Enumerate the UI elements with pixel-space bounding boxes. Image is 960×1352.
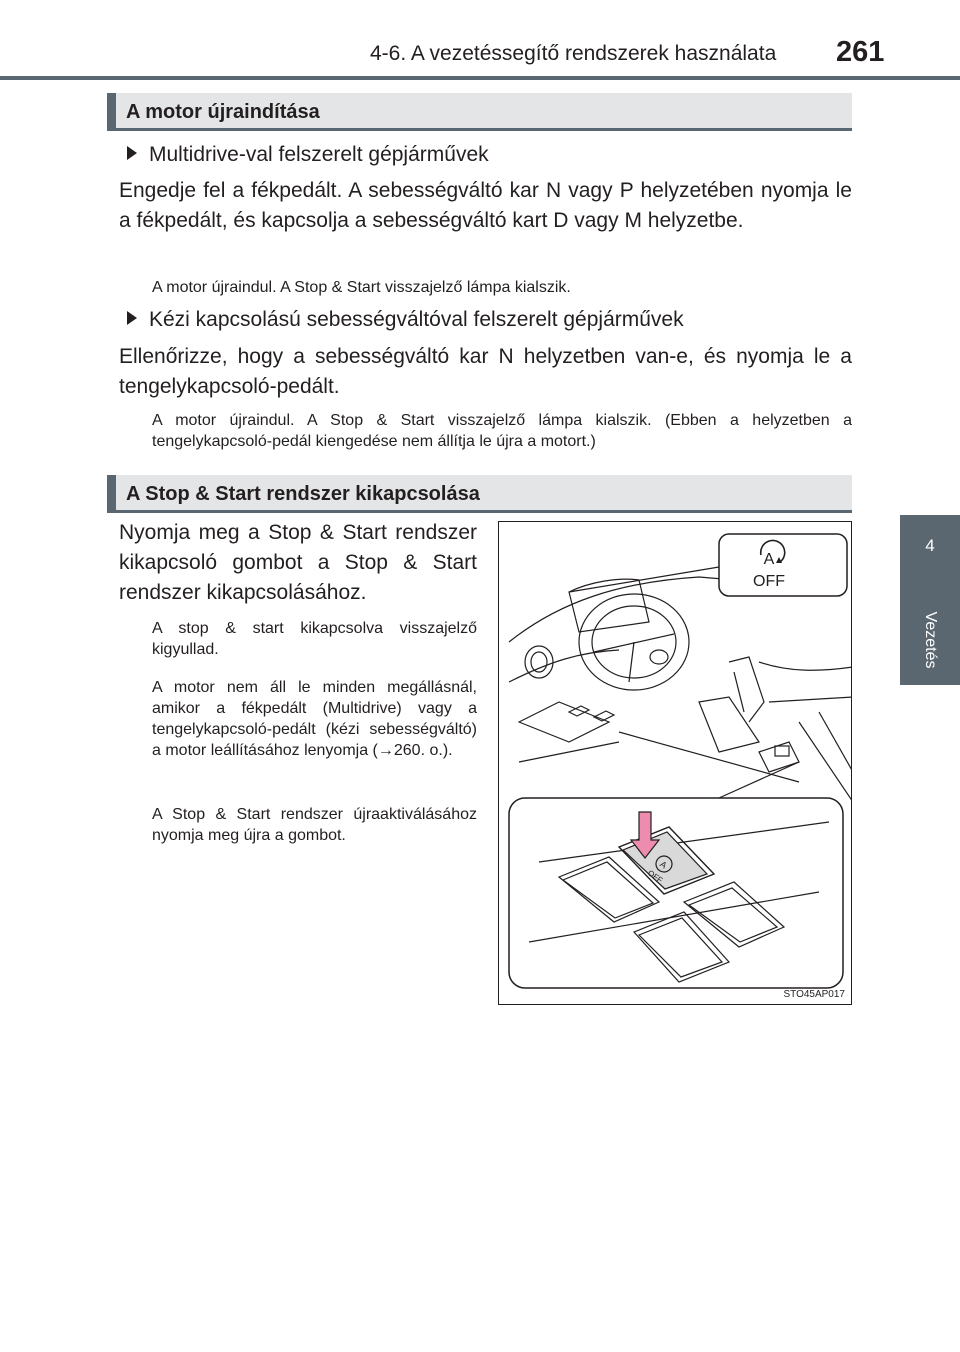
small-icon-letter: A (658, 858, 669, 871)
note-text: A motor nem áll le minden megállásnál, amikor a fékpedált (Multidrive) vagy a tengelykapcsoló-pedált (kézi sebességváltó) a motor leállításához lenyomja (→260. o.). (152, 679, 477, 759)
chapter-number: 4 (925, 536, 935, 555)
body-paragraph: Engedje fel a fékpedált. A sebességváltó kar N vagy P helyzetében nyomja le a fékpedált, és kapcsolja a sebességváltó kart D vagy M helyzetbe. (119, 179, 852, 232)
dashboard-illustration (498, 521, 852, 1005)
illustration-code: STO45AP017 (783, 989, 845, 1000)
button-off-label: OFF (753, 573, 785, 590)
section-header-bar (107, 93, 116, 128)
body-paragraph: Ellenőrizze, hogy a sebességváltó kar N helyzetben van-e, és nyomja le a tengelykapcsoló-pedált. (119, 345, 852, 398)
small-off-label: OFF (645, 868, 665, 885)
section-title: A Stop & Start rendszer kikapcsolása (126, 483, 480, 505)
body-paragraph: Nyomja meg a Stop & Start rendszer kikapcsoló gombot a Stop & Start rendszer kikapcsolásához. (119, 521, 477, 604)
bullet-triangle-icon (127, 311, 137, 325)
header-rule (0, 76, 960, 80)
bullet-text: Multidrive-val felszerelt gépjárművek (149, 143, 489, 166)
note-text: A Stop & Start rendszer újraaktiválásához nyomja meg újra a gombot. (152, 806, 477, 844)
section-header-restart (107, 93, 852, 131)
bullet-multidrive (127, 143, 489, 167)
section-header-bar (107, 475, 116, 510)
page-number: 261 (836, 36, 885, 68)
section-title: A motor újraindítása (126, 101, 320, 123)
bullet-manual (127, 308, 684, 332)
chapter-label: Vezetés (922, 611, 939, 669)
icon-letter: A (763, 551, 775, 568)
bullet-text: Kézi kapcsolású sebességváltóval felszerelt gépjárművek (149, 308, 684, 331)
running-header-title: 4-6. A vezetéssegítő rendszerek használata (370, 42, 777, 65)
note-text: A motor újraindul. A Stop & Start visszajelző lámpa kialszik. (Ebben a helyzetben a tengelykapcsoló-pedál kiengedése nem állítja le újra a motort.) (152, 412, 852, 450)
note-text: A motor újraindul. A Stop & Start visszajelző lámpa kialszik. (152, 279, 571, 296)
section-header-disable (107, 475, 852, 513)
dashboard-drawing (499, 522, 852, 1005)
note-text: A stop & start kikapcsolva visszajelző kigyullad. (152, 620, 477, 658)
bullet-triangle-icon (127, 146, 137, 160)
